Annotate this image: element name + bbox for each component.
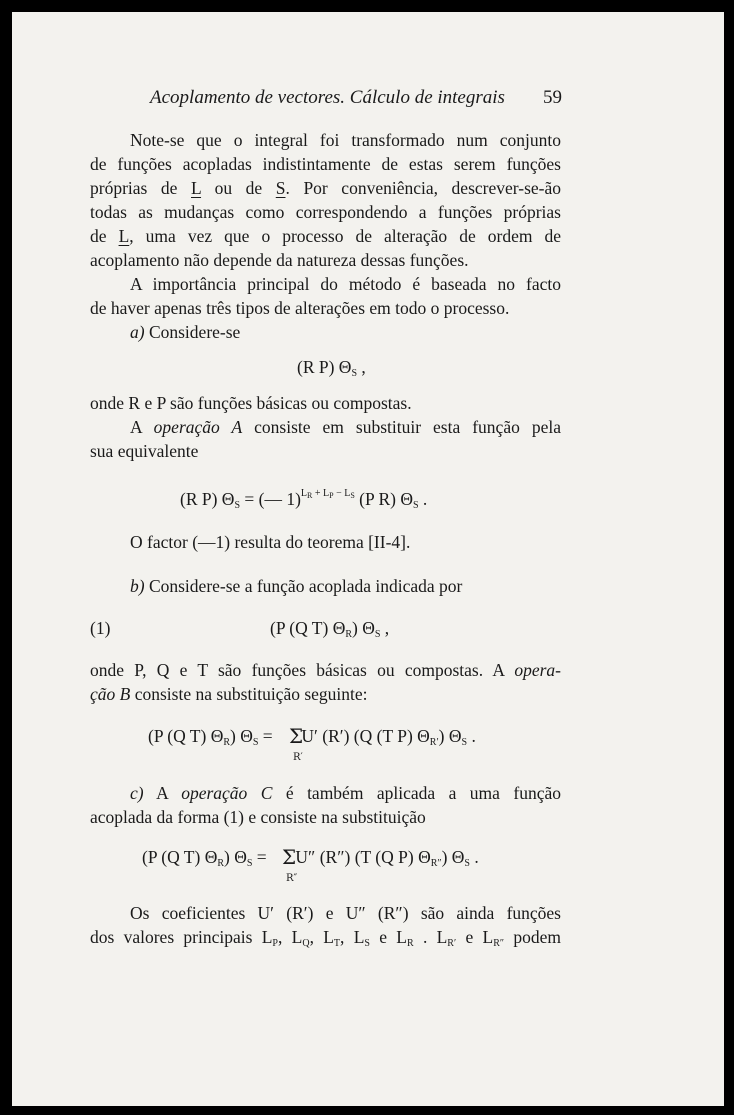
case-b-intro: b) Considere-se a função acoplada indicada por	[130, 576, 463, 596]
paragraph-line: acoplada da forma (1) e consiste na substituição	[90, 807, 426, 827]
paragraph-line: próprias de L ou de S. Por conveniência, descrever-se-ão	[90, 178, 561, 198]
book-page	[12, 12, 724, 1106]
paragraph-line: Note-se que o integral foi transformado num conjunto	[130, 130, 561, 150]
running-title: Acoplamento de vectores. Cálculo de integrais	[150, 87, 505, 108]
paragraph-line: todas as mudanças como correspondendo a funções próprias	[90, 202, 561, 222]
paragraph-line: dos valores principais $L_P$, $L_Q$, $L_T$, $L_S$ e $L_R$ . $L_{R'}$ e $L_{R''}$ podem	[90, 927, 561, 949]
equation-operation-a: (R P) $\Theta_S$ = (— 1)$^{L_R + L_P - L_S}$ (P R) $\Theta_S$ .	[180, 488, 428, 511]
operator-L: L	[191, 178, 202, 198]
paragraph-line: de haver apenas três tipos de alterações em todo o processo.	[90, 298, 510, 318]
case-label: b)	[130, 576, 145, 596]
paragraph-line: de L, uma vez que o processo de alteração de ordem de	[90, 226, 562, 246]
paragraph-line: c) A operação C é também aplicada a uma função	[130, 783, 561, 803]
paragraph-line: onde P, Q e T são funções básicas ou compostas. A opera-	[90, 660, 561, 680]
paragraph-line: Os coeficientes U′ (R′) e U″ (R″) são ainda funções	[130, 903, 561, 923]
equation-operation-c: (P (Q T) $\Theta_R$) $\Theta_S = U''$ (R″) (T (Q P) $\Theta_{R''}$) $\Theta_S$ .	[142, 847, 479, 869]
summation-sign: Σ	[282, 845, 297, 869]
case-label: a)	[130, 322, 145, 342]
paragraph-line: A operação A consiste em substituir esta função pela	[130, 417, 561, 437]
paragraph-line: O factor (—1) resulta do teorema [II-4].	[130, 532, 411, 552]
operator-L: L	[118, 226, 130, 246]
summation-index: R″	[286, 873, 298, 884]
paragraph-line: acoplamento não depende da natureza dessas funções.	[90, 250, 469, 270]
case-a-intro: a) Considere-se	[130, 322, 241, 342]
page-number: 59	[543, 87, 562, 108]
paragraph-line: sua equivalente	[90, 441, 199, 461]
paragraph-line: A importância principal do método é baseada no facto	[130, 274, 561, 294]
case-label: c)	[130, 783, 144, 803]
operator-S: S	[275, 178, 286, 198]
paragraph-line: ção B consiste na substituição seguinte:	[90, 684, 368, 704]
formula-rp: (R P) $\Theta_S$ ,	[297, 357, 366, 379]
formula-pqt: (P (Q T) $\Theta_R$) $\Theta_S$ ,	[270, 618, 390, 640]
paragraph-line: onde R e P são funções básicas ou compostas.	[90, 393, 412, 413]
equation-operation-b: (P (Q T) $\Theta_R$) $\Theta_S = U'$ (R′) (Q (T P) $\Theta_{R'}$) $\Theta_S$ .	[148, 726, 476, 748]
equation-number: (1)	[90, 618, 111, 638]
paragraph-line: de funções acopladas indistintamente de estas serem funções	[90, 154, 561, 174]
summation-sign: Σ	[289, 724, 304, 748]
summation-index: R′	[293, 752, 303, 763]
